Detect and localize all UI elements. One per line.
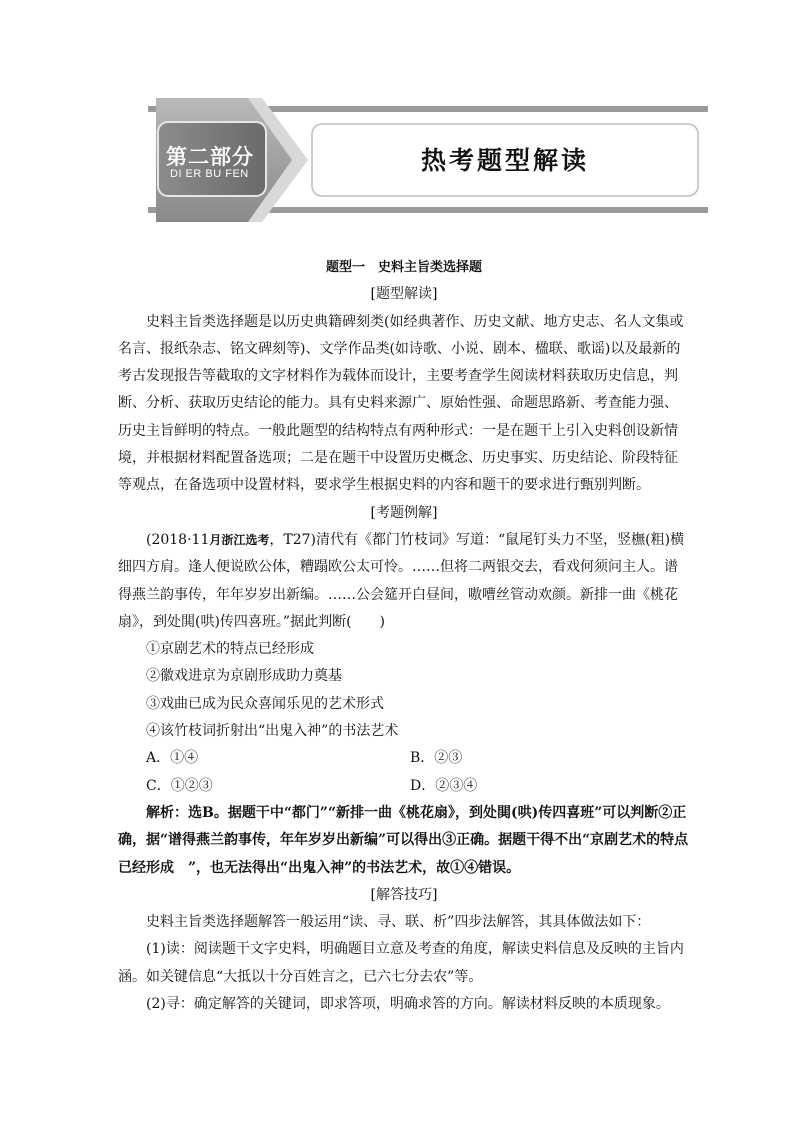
answer-options-row [118,745,690,772]
chapter-title: 热考题型解读 [420,146,589,175]
question-text: ，T27)清代有《都门竹枝词》写道：“鼠尾钉头力不坚，竖橅(粗)横细四方肩。逢人便说欧公体，糟蹋欧公太可怜。……但将二两银交去，看戏何须问主人。谱得燕兰韵事传，年年岁岁出新编。……公会筵开白昼间，嗷嘈丝管动欢颜。新排一曲《桃花扇》，到处閧(哄)传四喜班。”据此判断( ) [118,531,685,630]
document-body [118,254,690,1018]
subsection-heading: [解答技巧] [370,886,438,903]
technique-step: (1)读：阅读题干文字史料，明确题目立意及考查的角度，解读史料信息及反映的主旨内涵。如关键信息“大抵以十分百姓言之，已六七分去农”等。 [118,941,684,985]
question-stem [118,527,690,636]
question-source: 月浙江选考 [209,532,270,547]
answer-option: A．①④ [146,750,199,767]
banner-graphic [0,0,794,230]
question-year: (2018·11 [146,531,210,548]
analysis-paragraph: 解析：选B。据题干中“都门”“新排一曲《桃花扇》，到处閧(哄)传四喜班”可以判断②正确，据“谱得燕兰韵事传，年年岁岁出新编”可以得出③正确。据题干得不出“京剧艺术的特点已经形成 ”，也无法得出“出鬼入神”的书法艺术，故①④错误。 [118,804,689,876]
subsection-heading: [题型解读] [370,286,438,303]
statement-item: ②徽戏进京为京剧形成助力奠基 [146,668,342,685]
subsection-heading: [考题例解] [370,504,438,521]
header-banner [0,0,794,230]
intro-paragraph: 史料主旨类选择题是以历史典籍碑刻类(如经典著作、历史文献、地方史志、名人文集或名言、报纸杂志、铭文碑刻等)、文学作品类(如诗歌、小说、剧本、楹联、歌谣)以及最新的考古发现报告等截取的文字材料作为载体而设计，主要考查学生阅读材料获取历史信息，判断、分析、获取历史结论的能力。具有史料来源广、原始性强、命题思路新、考查能力强、历史主旨鲜明的特点。一般此题型的结构特点有两种形式：一是在题干上引入史料创设新情境，并根据材料配置备选项；二是在题干中设置历史概念、历史事实、历史结论、阶段特征等观点，在备选项中设置材料，要求学生根据史料的内容和题干的要求进行甄别判断。 [118,313,684,494]
technique-intro: 史料主旨类选择题解答一般运用“读、寻、联、析”四步法解答，其具体做法如下： [146,914,651,931]
part-label: 第二部分 [166,145,254,169]
statement-item: ③戏曲已成为民众喜闻乐见的艺术形式 [146,695,384,712]
answer-option: B．②③ [410,750,463,767]
part-label-pinyin: DI ER BU FEN [170,168,249,180]
answer-option: C．①②③ [146,777,213,794]
answer-option: D．②③④ [410,777,478,794]
statement-item: ④该竹枝词折射出“出鬼入神”的书法艺术 [146,723,399,740]
answer-options-row [118,773,690,800]
technique-step: (2)寻：确定解答的关键词，即求答项，明确求答的方向。解读材料反映的本质现象。 [146,996,670,1013]
section-title: 题型一 史料主旨类选择题 [325,260,482,275]
statement-item: ①京剧艺术的特点已经形成 [146,641,314,658]
